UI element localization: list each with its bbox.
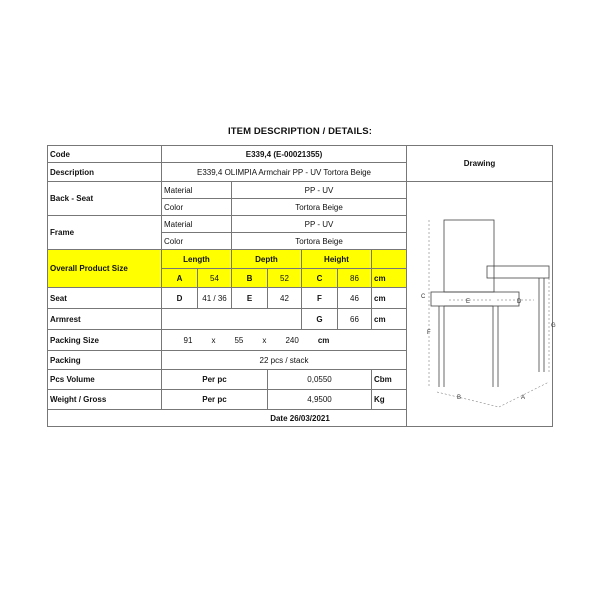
packing-size-value	[162, 330, 407, 351]
frame-color: Tortora Beige	[232, 233, 407, 250]
dim-b-letter: B	[232, 269, 268, 288]
frame-material: PP - UV	[232, 216, 407, 233]
packing-x-1: x	[211, 335, 216, 345]
chair-armrest	[487, 266, 549, 278]
dim-label-b: B	[457, 395, 462, 401]
dim-b-value: 52	[268, 269, 302, 288]
dim-label-a: A	[521, 395, 526, 401]
dim-f-value: 46	[338, 288, 372, 309]
volume-per: Per pc	[162, 370, 268, 390]
spec-table	[47, 145, 556, 427]
weight-per: Per pc	[162, 390, 268, 410]
description-value: E339,4 OLIMPIA Armchair PP - UV Tortora Beige	[162, 163, 407, 182]
dim-label-g: G	[551, 323, 556, 329]
dim-g-letter: G	[302, 309, 338, 330]
armrest-unit: cm	[372, 309, 407, 330]
volume-unit: Cbm	[372, 370, 407, 390]
dim-e-letter: E	[232, 288, 268, 309]
drawing-label: Drawing	[407, 146, 553, 182]
packing-dim-1: 91	[183, 335, 193, 345]
chair-seat	[431, 292, 519, 306]
date-row: Date 26/03/2021	[48, 410, 553, 427]
packing-label: Packing	[48, 351, 162, 370]
code-label: Code	[48, 146, 162, 163]
dim-label-c: C	[421, 294, 426, 300]
frame-color-label: Color	[162, 233, 232, 250]
packing-unit: cm	[317, 335, 330, 345]
seat-unit: cm	[372, 288, 407, 309]
dim-d-value: 41 / 36	[198, 288, 232, 309]
back-seat-color: Tortora Beige	[232, 199, 407, 216]
dim-g-value: 66	[338, 309, 372, 330]
length-label: Length	[162, 250, 232, 269]
dim-label-f: F	[427, 330, 431, 336]
frame-label: Frame	[48, 216, 162, 250]
weight-value: 4,9500	[268, 390, 372, 410]
armrest-label: Armrest	[48, 309, 162, 330]
dim-c-letter: C	[302, 269, 338, 288]
weight-label: Weight / Gross	[48, 390, 162, 410]
volume-label: Pcs Volume	[48, 370, 162, 390]
back-seat-material: PP - UV	[232, 182, 407, 199]
back-seat-color-label: Color	[162, 199, 232, 216]
back-seat-material-label: Material	[162, 182, 232, 199]
dim-d-letter: D	[162, 288, 198, 309]
overall-size-label: Overall Product Size	[48, 250, 162, 288]
armrest-blank	[162, 309, 302, 330]
description-label: Description	[48, 163, 162, 182]
dim-f-letter: F	[302, 288, 338, 309]
dim-line-b	[437, 392, 499, 407]
dim-label-d: D	[517, 299, 522, 305]
height-label: Height	[302, 250, 372, 269]
dim-e-value: 42	[268, 288, 302, 309]
packing-dim-3: 240	[285, 335, 299, 345]
chair-backrest	[444, 220, 494, 292]
packing-dim-2: 55	[234, 335, 244, 345]
packing-value: 22 pcs / stack	[162, 351, 407, 370]
volume-value: 0,0550	[268, 370, 372, 390]
packing-x-2: x	[262, 335, 267, 345]
weight-unit: Kg	[372, 390, 407, 410]
overall-header-blank	[372, 250, 407, 269]
frame-material-label: Material	[162, 216, 232, 233]
code-value: E339,4 (E-00021355)	[162, 146, 407, 163]
dim-c-value: 86	[338, 269, 372, 288]
overall-unit: cm	[372, 269, 407, 288]
page-heading: ITEM DESCRIPTION / DETAILS:	[228, 126, 372, 137]
depth-label: Depth	[232, 250, 302, 269]
dim-label-e: E	[466, 299, 471, 305]
drawing-cell	[407, 182, 556, 427]
seat-label: Seat	[48, 288, 162, 309]
back-seat-label: Back - Seat	[48, 182, 162, 216]
dim-a-value: 54	[198, 269, 232, 288]
chair-drawing	[409, 182, 555, 412]
dim-a-letter: A	[162, 269, 198, 288]
packing-size-label: Packing Size	[48, 330, 162, 351]
